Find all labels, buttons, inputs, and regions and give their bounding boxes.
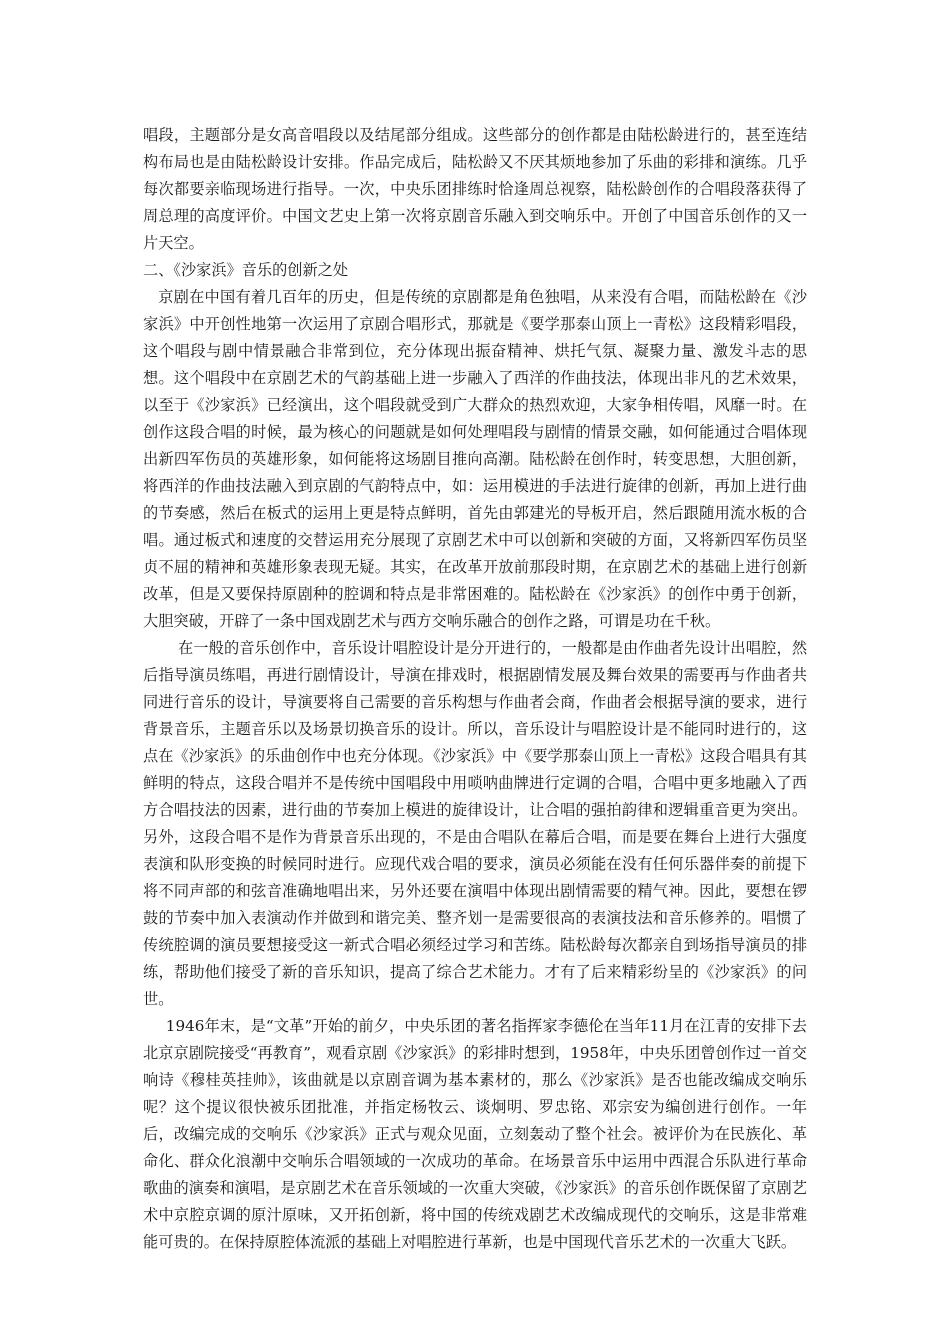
paragraph-music-design: 在一般的音乐创作中，音乐设计唱腔设计是分开进行的，一般都是由作曲者先设计出唱腔，然后指导演员练唱，再进行剧情设计，导演在排戏时，根据剧情发展及舞台效果的需要再与作曲者共同进行音乐的设计，导演要将自己需要的音乐构想与作曲者会商，作曲者会根据导演的要求，进行背景音乐，主题音乐以及场景切换音乐的设计。所以，音乐设计与唱腔设计是不能同时进行的，这点在《沙家浜》的乐曲创作中也充分体现。《沙家浜》中《要学那泰山顶上一青松》这段合唱具有其鲜明的特点，这段合唱并不是传统中国唱段中用唢呐曲牌进行定调的合唱，合唱中更多地融入了西方合唱技法的因素，进行曲的节奏加上模进的旋律设计，让合唱的强拍韵律和逻辑重音更为突出。另外，这段合唱不是作为背景音乐出现的，不是由合唱队在幕后合唱，而是要在舞台上进行大强度表演和队形变换的时候同时进行。应现代戏合唱的要求，演员必须能在没有任何乐器伴奏的前提下将不同声部的和弦音准确地唱出来，另外还要在演唱中体现出剧情需要的精气神。因此，要想在锣鼓的节奏中加入表演动作并做到和谐完美、整齐划一是需要很高的表演技法和音乐修养的。唱惯了传统腔调的演员要想接受这一新式合唱必须经过学习和苦练。陆松龄每次都亲自到场指导演员的排练，帮助他们接受了新的音乐知识，提高了综合艺术能力。才有了后来精彩纷呈的《沙家浜》的问世。	[143, 639, 807, 1008]
paragraph-symphony: 1946年末，是“文革”开始的前夕，中央乐团的著名指挥家李德伦在当年11月在江青的安排下去北京京剧院接受“再教育”，观看京剧《沙家浜》的彩排时想到，1958年，中央乐团曾创作过一首交响诗《穆桂英挂帅》，该曲就是以京剧音调为基本素材的，那么《沙家浜》是否也能改编成交响乐呢？这个提议很快被乐团批准，并指定杨牧云、谈炯明、罗忠铭、邓宗安为编创进行创作。一年后，改编完成的交响乐《沙家浜》正式与观众见面，立刻轰动了整个社会。被评价为在民族化、革命化、群众化浪潮中交响乐合唱领域的一次成功的革命。在场景音乐中运用中西混合乐队进行革命歌曲的演奏和演唱，是京剧艺术在音乐领域的一次重大突破，《沙家浜》的音乐创作既保留了京剧艺术中京腔京调的原汁原味，又开拓创新，将中国的传统戏剧艺术改编成现代的交响乐，这是非常难能可贵的。在保持原腔体流派的基础上对唱腔进行革新，也是中国现代音乐艺术的一次重大飞跃。	[143, 1017, 807, 1251]
section-heading: 二、《沙家浜》音乐的创新之处	[143, 261, 349, 279]
document-page	[143, 122, 807, 1256]
paragraph-continuation: 唱段，主题部分是女高音唱段以及结尾部分组成。这些部分的创作都是由陆松龄进行的，甚至连结构布局也是由陆松龄设计安排。作品完成后，陆松龄又不厌其烦地参加了乐曲的彩排和演练。几乎每次都要亲临现场进行指导。一次，中央乐团排练时恰逢周总视察，陆松龄创作的合唱段落获得了周总理的高度评价。中国文艺史上第一次将京剧音乐融入到交响乐中。开创了中国音乐创作的又一片天空。	[143, 126, 807, 252]
paragraph-innovation: 京剧在中国有着几百年的历史，但是传统的京剧都是角色独唱，从来没有合唱，而陆松龄在《沙家浜》中开创性地第一次运用了京剧合唱形式，那就是《要学那泰山顶上一青松》这段精彩唱段，这个唱段与剧中情景融合非常到位，充分体现出振奋精神、烘托气氛、凝聚力量、激发斗志的思想。这个唱段中在京剧艺术的气韵基础上进一步融入了西洋的作曲技法，体现出非凡的艺术效果，以至于《沙家浜》已经演出，这个唱段就受到广大群众的热烈欢迎，大家争相传唱，风靡一时。在创作这段合唱的时候，最为核心的问题就是如何处理唱段与剧情的情景交融，如何能通过合唱体现出新四军伤员的英雄形象，如何能将这场剧目推向高潮。陆松龄在创作时，转变思想，大胆创新，将西洋的作曲技法融入到京剧的气韵特点中，如：运用模进的手法进行旋律的创新，再加上进行曲的节奏感，然后在板式的运用上更是特点鲜明，首先由郭建光的导板开启，然后跟随用流水板的合唱。通过板式和速度的交替运用充分展现了京剧艺术中可以创新和突破的方面，又将新四军伤员坚贞不屈的精神和英雄形象表现无疑。其实，在改革开放前那段时期，在京剧艺术的基础上进行创新改革，但是又要保持原剧种的腔调和特点是非常困难的。陆松龄在《沙家浜》的创作中勇于创新，大胆突破，开辟了一条中国戏剧艺术与西方交响乐融合的创作之路，可谓是功在千秋。	[143, 288, 807, 630]
